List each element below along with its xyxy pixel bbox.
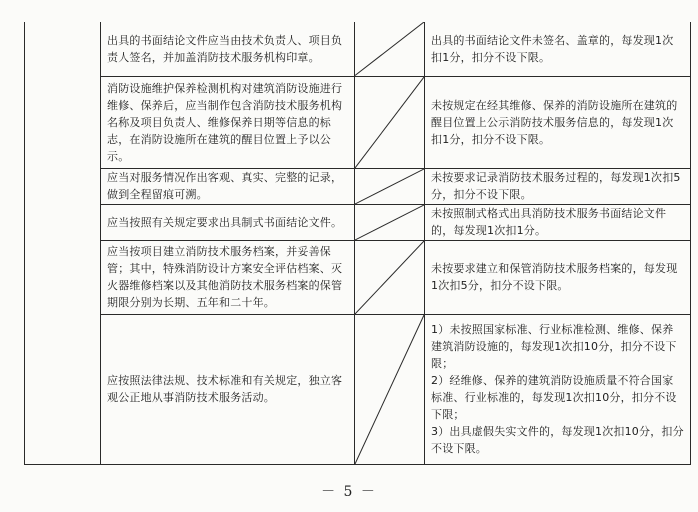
penalty-cell [425, 168, 691, 204]
penalty-cell [425, 22, 691, 76]
category-cell-empty [25, 22, 101, 464]
penalty-cell [425, 76, 691, 168]
slash-cell [355, 240, 425, 314]
diagonal-slash-icon [355, 205, 424, 240]
requirement-cell: 消防设施维护保养检测机构对建筑消防设施进行维修、保养后，应当制作包含消防技术服务机构名称及项目负责人、维修保养日期等信息的标志，在消防设施所在建筑的醒目位置上予以公示。 [101, 76, 355, 168]
table-row [25, 168, 691, 204]
page-number: － 5 － [321, 484, 377, 500]
penalty-item: 1）未按照国家标准、行业标准检测、维修、保养建筑消防设施的，每发现1次扣10分，扣分不设下限； [431, 323, 677, 370]
diagonal-slash-icon [355, 169, 424, 204]
diagonal-slash-icon [355, 22, 424, 76]
table-row [25, 314, 691, 464]
table-row [25, 76, 691, 168]
requirement-cell: 应按照法律法规、技术标准和有关规定，独立客观公正地从事消防技术服务活动。 [101, 314, 355, 464]
penalty-item: 3）出具虚假失实文件的，每发现1次扣10分，扣分不设下限。 [431, 425, 684, 455]
penalty-cell [425, 240, 691, 314]
scoring-table [24, 22, 691, 465]
penalty-text: 未按规定在经其维修、保养的消防设施所在建筑的醒目位置上公示消防技术服务信息的，每发现1次扣1分，扣分不设下限。 [431, 98, 678, 146]
slash-cell [355, 204, 425, 240]
table-row [25, 22, 691, 76]
penalty-text: 未按要求记录消防技术服务过程的，每发现1次扣5分，扣分不设下限。 [431, 171, 681, 201]
penalty-item: 2）经维修、保养的建筑消防设施质量不符合国家标准、行业标准的，每发现1次扣10分，扣分不设下限； [431, 374, 677, 421]
requirement-cell: 应当对服务情况作出客观、真实、完整的记录，做到全程留痕可溯。 [101, 168, 355, 204]
diagonal-slash-icon [355, 315, 424, 464]
requirement-cell: 应当按照有关规定要求出具制式书面结论文件。 [101, 204, 355, 240]
slash-cell [355, 22, 425, 76]
requirement-cell: 应当按项目建立消防技术服务档案，并妥善保管；其中，特殊消防设计方案安全评估档案、灭火器维修档案以及其他消防技术服务档案的保管期限分别为长期、五年和二十年。 [101, 240, 355, 314]
penalty-text: 未按要求建立和保管消防技术服务档案的，每发现1次扣5分，扣分不设下限。 [431, 262, 678, 292]
slash-cell [355, 168, 425, 204]
table-row [25, 240, 691, 314]
slash-cell [355, 76, 425, 168]
diagonal-slash-icon [355, 77, 424, 168]
slash-cell [355, 314, 425, 464]
penalty-cell [425, 204, 691, 240]
penalty-cell [425, 314, 691, 464]
requirement-cell: 出具的书面结论文件应当由技术负责人、项目负责人签名，并加盖消防技术服务机构印章。 [101, 22, 355, 76]
penalty-text: 出具的书面结论文件未签名、盖章的，每发现1次扣1分，扣分不设下限。 [431, 33, 674, 64]
penalty-text: 未按照制式格式出具消防技术服务书面结论文件的，每发现1次扣1分。 [431, 207, 667, 237]
diagonal-slash-icon [355, 241, 424, 314]
table-row [25, 204, 691, 240]
